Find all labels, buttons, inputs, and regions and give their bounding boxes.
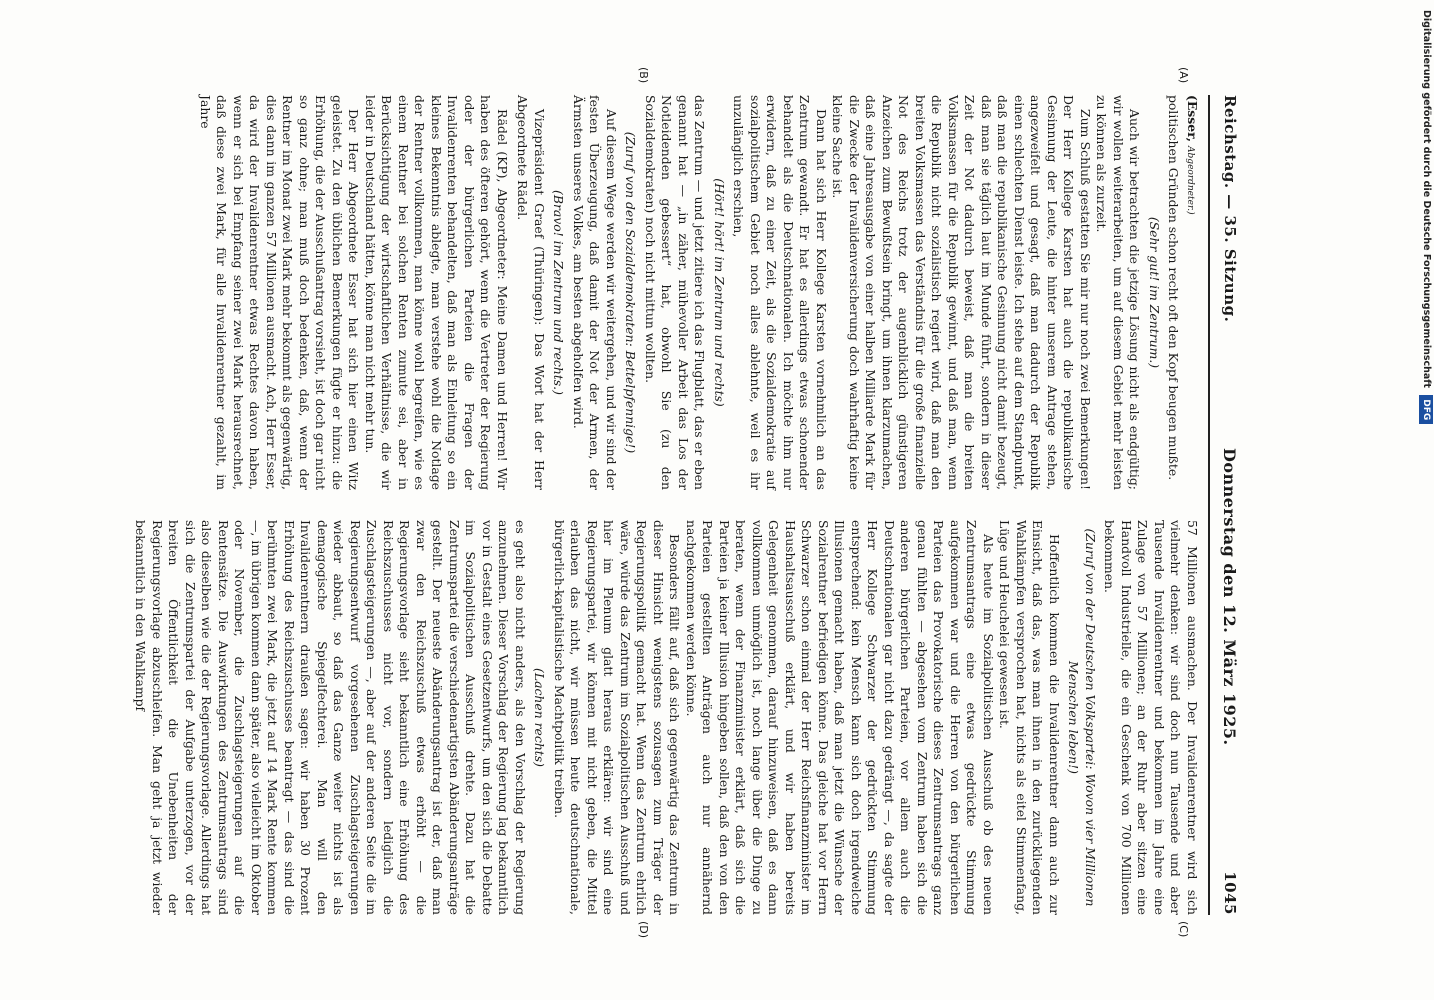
page-header (1210, 95, 1250, 915)
paragraph: das Zentrum — und jetzt zitiere ich das Flugblatt, das er eben genannt hat — „in zäher, mühevoller Arbeit das Los der Notleidenden gebessert“ hat, obwohl Sie (zu den Sozialdemokraten) noch nicht mittun wollten. (643, 95, 708, 490)
page-number: 1045 (1221, 871, 1239, 915)
paragraph: Besonders fällt auf, daß sich gegenwärtig das Zentrum in dieser Hinsicht wenigstens sozusagen zum Träger der Regierungspolitik gemacht hat. Wenn das Zentrum ehrlich wäre, würde das Zentrum im Sozialpolitischen Ausschuß und hier im Plenum glatt heraus erklären: wir sind eine Regierungspartei, wir können mit nicht geben, die Mittel erlauben das nicht, wir müssen heute deutschnationale, bürgerlich-kapitalistische Machtpolitik treiben. (552, 520, 683, 915)
right-column (132, 520, 1200, 915)
margin-marker-a: (A) (1177, 67, 1190, 84)
paragraph: Auch wir betrachten die jetzige Lösung nicht als endgültig; wir wollen weiterarbeiten, um auf diesem Gebiet mehr leisten zu können als zurzeit. (1094, 95, 1143, 490)
paragraph: Zum Schluß gestatten Sie mir nur noch zwei Bemerkungen! Der Herr Kollege Karsten hat auch die republikanische Gesinnung der Leute, die hinter unserem Antrage stehen, angezweifelt und gesagt, daß man dadurch der Republik einen schlechten Dienst leiste. Ich stehe auf dem Standpunkt, daß man die republikanische Gesinnung nicht damit bezeugt, daß man sie täglich laut im Munde führt, sondern in dieser Zeit der Not dadurch beweist, daß man die breiten Volksmassen für die Republik gewinnt, und daß man, wenn die Republik nicht sozialistisch regiert wird, daß man den breiten Volksmassen das Verständnis für die große finanzielle Not des Reichs trotz der augenblicklich günstigeren Anzeichen zum Bewußtsein bringt, um ihnen klarzumachen, daß eine Jahresausgabe von einer halben Milliarde Mark für die Zwecke der Invalidenversicherung doch wahrhaftig keine kleine Sache ist. (830, 95, 1093, 490)
sidebar-note-text: Digitalisierung gefördert durch die Deutsche Forschungsgemeinschaft (1421, 10, 1432, 388)
header-left: Reichstag. — 35. Sitzung. (1221, 95, 1239, 323)
interjection: (Bravo! im Zentrum und rechts.) (551, 190, 567, 395)
paragraph: Rädel (KP), Abgeordneter: Meine Damen und Herren! Wir haben des öfteren gehört, wenn die Vertreter der Regierung oder der bürgerlichen Parteien die Fragen der Invalidenrenten behandelten, daß man als Einleitung so ein kleines Bekenntnis ablegte, man verstehe wohl die Notlage der Rentner vollkommen, man könne wohl begreifen, wie es einem Rentner bei solchen Renten zumute sei, aber in Berücksichtigung der wirtschaftlichen Verhältnisse, die wir leider in Deutschland hätten, könne man nicht mehr tun. (363, 95, 510, 490)
interjection: (Zuruf von der Deutschen Volkspartei: Wovon vier Millionen Menschen leben!) (1066, 528, 1098, 907)
digitization-sidebar (1416, 10, 1434, 990)
rotated-document-page (90, 67, 1250, 939)
paragraph: 57 Millionen ausmachen. Der Invalidenrentner wird sich vielmehr denken: wir sind doch nun Tausende und aber Tausende Invalidenrentner und bekommen im Jahre eine Zulage von 57 Millionen; an der Ruhr aber sitzen eine Handvoll Industrielle, die ein Geschenk von 700 Millionen bekommen. (1102, 520, 1200, 915)
interjection: (Lachen rechts) (532, 668, 548, 767)
dfg-logo: DFG (1419, 395, 1433, 424)
paragraph: Vizepräsident Graef (Thüringen): Das Wort hat der Herr Abgeordnete Rädel. (515, 95, 547, 490)
paragraph: Dann hat sich Herr Kollege Karsten vornehmlich an das Zentrum gewandt. Er hat es allerdings etwas schonender behandelt als die Deutschnationalen. Ich möchte ihm nur erwidern, daß zu einer Zeit, als die Sozialdemokratie auf sozialpolitischem Gebiet noch alles ablehnte, weil es ihr unzulänglich erschien, (731, 95, 829, 490)
header-rule (1208, 95, 1210, 915)
margin-marker-d: (D) (637, 921, 650, 939)
speaker-name: (Esser, (1185, 95, 1200, 143)
margin-marker-c: (C) (1177, 921, 1190, 938)
paragraph: es geht also nicht anders, als den Vorschlag der Regierung anzunehmen. Dieser Vorschlag der Regierung lag bekanntlich vor in Gestalt eines Gesetzentwurfs, um den sich die Debatte im Sozialpolitischen Ausschuß drehte. Dazu hat die Zentrumspartei die verschiedenartigsten Abänderungsanträge gestellt. Der neueste Abänderungsantrag ist der, daß man zwar den Reichszuschuß etwas erhöht — die Regierungsvorlage sieht bekanntlich eine Erhöhung des Reichszuschusses nicht vor, sondern lediglich die Zuschlagsteigerungen —, aber auf der anderen Seite die im Regierungsentwurf vorgesehenen Zuschlagsteigerungen wieder abbaut, so daß das Ganze weiter nichts ist als demagogische Spiegelfechterei. Man will den Invalidenrentnern draußen sagen: wir haben 30 Prozent Erhöhung des Reichszuschusses beantragt — das sind die berühmten zwei Mark, die jetzt auf 14 Mark Rente kommen —, im übrigen kommen dann später, also vielleicht im Oktober oder November, die Zuschlagsteigerungen auf die Rentensätze. Die Auswirkungen des Zentrumsantrags sind also dieselben wie die der Regierungsvorlage. Allerdings hat sich die Zentrumspartei der Aufgabe unterzogen, vor der breiten Öffentlichkeit die Unebenheiten der Regierungsvorlage abzuschleifen. Man geht ja jetzt wieder bekanntlich in den Wahlkampf (133, 520, 528, 915)
left-column (197, 95, 1201, 490)
interjection: (Sehr gut! im Zentrum.) (1147, 216, 1162, 369)
margin-marker-b: (B) (637, 67, 650, 84)
sidebar-note (1416, 10, 1434, 990)
paragraph: Der Herr Abgeordnete Esser hat sich hier einen Witz geleistet. Zu den üblichen Bemerkungen fügte er hinzu: die Erhöhung, die der Ausschußantrag vorsieht, ist doch gar nicht so ganz ohne; man muß doch bedenken, daß, wenn der Rentner im Monat zwei Mark mehr bekommt als gegenwärtig, dies dann im ganzen 57 Millionen ausmacht. Ach, Herr Esser, da wird der Invalidenrentner etwas Rechtes davon haben, wenn er sich bei Empfang seiner zwei Mark herausrechnet, daß diese zwei Mark, für alle Invalidenrentner gezahlt, im Jahre (198, 95, 362, 490)
paragraph: politischen Gründen schon recht oft den Kopf beugen mußte. (1166, 95, 1182, 481)
paragraph: Hoffentlich kommen die Invalidenrentner dann auch zur Einsicht, daß das, was man ihnen in den zurückliegenden Wahlkämpfen versprochen hat, nichts als eitel Stimmenfang, Lüge und Heuchelei gewesen ist. (997, 520, 1062, 915)
speaker-role: Abgeordneter.) (1185, 146, 1195, 215)
paragraph: Auf diesem Wege werden wir weitergehen, und wir sind der festen Überzeugung, daß damit der Not der Armen, der Ärmsten unseres Volkes, am besten abgeholfen wird. (571, 95, 619, 490)
paragraph: Als heute im Sozialpolitischen Ausschuß ob des neuen Zentrumsantrags eine etwas gedrückte Stimmung aufgekommen war und die Herren von den bürgerlichen Parteien das Provokatorische dieses Zentrumsantrags ganz genau fühlten — abgesehen vom Zentrum haben sich die anderen bürgerlichen Parteien, vor allem auch die Deutschnationalen gar nicht dazu gedrängt —, da sagte der Herr Kollege Schwarzer der gedrückten Stimmung entsprechend: kein Mensch kann sich doch irgendwelche Illusionen gemacht haben, daß man jetzt die Wünsche der Sozialrentner befriedigen könne. Das gleiche hat vor Herrn Schwarzer schon einmal der Herr Reichsfinanzminister im Haushaltsausschuß erklärt, und wir haben bereits Gelegenheit genommen, darauf hinzuweisen, daß es dann vollkommen unmöglich ist, noch lange über die Dinge zu beraten, wenn der Finanzminister erklärt, daß sich die Parteien ja keiner Illusion hingeben sollen, daß den von den Parteien gestellten Anträgen auch nur annähernd nachgekommen werden könne. (684, 520, 996, 915)
header-date: Donnerstag den 12. März 1925. (1220, 447, 1240, 746)
interjection: (Zuruf von den Sozialdemokraten: Bettelpfennige!) (623, 131, 639, 454)
speaker-line (1182, 95, 1201, 490)
interjection: (Hört! hört! im Zentrum und rechts) (712, 178, 727, 407)
